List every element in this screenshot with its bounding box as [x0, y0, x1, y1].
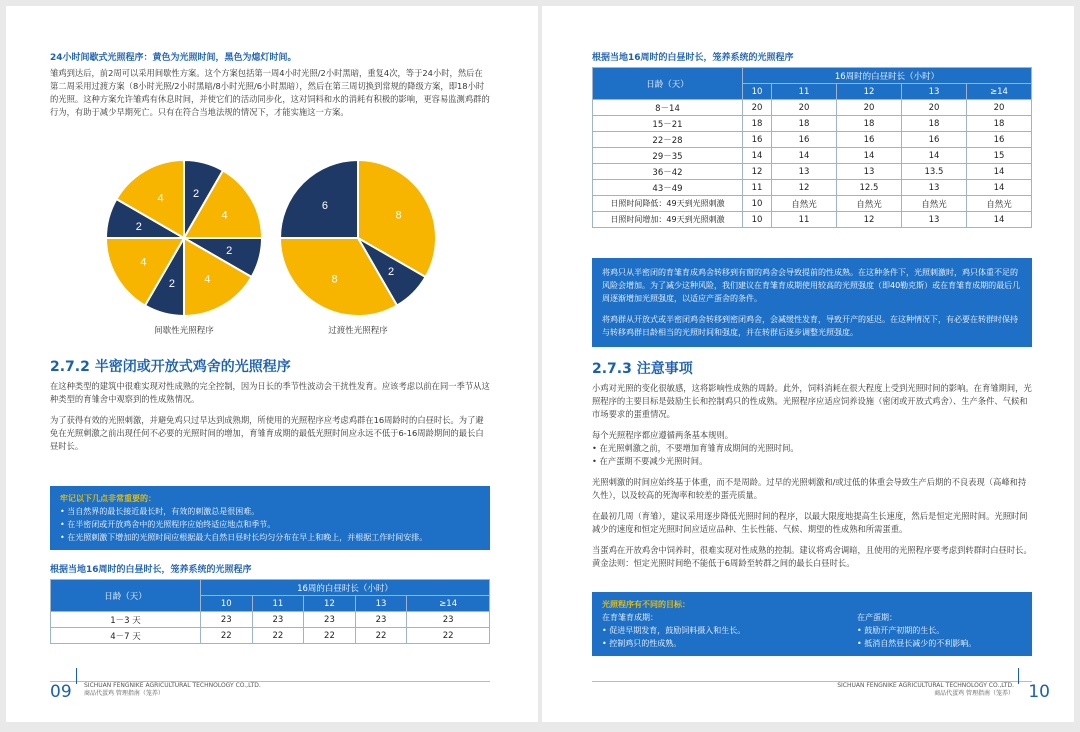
pie1-slice-label: 4 [140, 256, 147, 269]
row-label: 8－14 [593, 100, 743, 116]
footer-company [84, 682, 261, 698]
goals-col-rearing [602, 611, 857, 650]
goal-item: • 鼓励开产初期的生长。 [857, 626, 945, 635]
goal-item: • 促进早期发育，鼓励饲料摄入和生长。 [602, 626, 746, 635]
table-cell: 14 [743, 148, 772, 164]
table-row [593, 212, 1032, 228]
table-cell: 12 [743, 164, 772, 180]
table-cell: 22 [252, 628, 304, 644]
table-cell: 18 [836, 116, 901, 132]
pie1-slice-label: 2 [193, 187, 200, 200]
table-cell: 18 [743, 116, 772, 132]
table-cell: 14 [966, 180, 1031, 196]
section-paragraph-4: 在最初几周（育雏），建议采用逐步降低光照时间的程序，以最大限度地提高生长速度，然后是恒定光照时间。光照时间减少的速度和恒定光照时间应适应品种、生长性能、气候、期望的性成熟和所需蛋重。 [592, 511, 1028, 534]
group-header-cell: 16周时的白昼时长（小时） [743, 68, 1032, 84]
section-2-7-2 [50, 356, 490, 453]
table-cell: 18 [901, 116, 966, 132]
pie1-slice-label: 2 [135, 220, 142, 233]
pie2-slice-label: 2 [388, 266, 395, 279]
pie-caption-intermittent: 间歇性光照程序 [154, 326, 214, 336]
table-cell: 23 [355, 612, 407, 628]
col-header: 12 [304, 596, 356, 612]
col-header: ≥14 [407, 596, 490, 612]
table-cell: 10 [743, 212, 772, 228]
row-label: 日照时间增加：49天到光照刺激 [593, 212, 743, 228]
table-block-left [50, 562, 490, 644]
pie1-slice-label: 2 [168, 278, 175, 291]
goals-col-head: 在产蛋期： [857, 613, 897, 622]
table-row [593, 100, 1032, 116]
callout-title: 牢记以下几点非常重要的： [60, 494, 156, 503]
rule-item: • 在产蛋期不要减少光照时间。 [592, 456, 708, 466]
section-paragraph-2: 每个光照程序都应遵循两条基本规则。 [592, 430, 734, 440]
table-cell: 11 [771, 212, 836, 228]
page-left [6, 6, 538, 722]
lighting-table-right [592, 67, 1032, 228]
table-cell: 13.5 [901, 164, 966, 180]
table-cell: 20 [743, 100, 772, 116]
table-row [593, 180, 1032, 196]
table-cell: 20 [901, 100, 966, 116]
table-cell: 16 [743, 132, 772, 148]
row-label: 日照时间降低：49天到光照刺激 [593, 196, 743, 212]
callout-item: • 在半密闭或开放鸡舍中的光照程序应始终适应地点和季节。 [60, 520, 276, 529]
footer-company [837, 682, 1014, 698]
goals-title: 光照程序有不同的目标： [602, 600, 690, 609]
guide-name: 商品代蛋鸡 管理指南（笼养） [934, 690, 1014, 697]
pie1-slice-label: 4 [204, 273, 211, 286]
col-header: 12 [836, 84, 901, 100]
table-cell: 14 [901, 148, 966, 164]
pie2-slice-label: 8 [331, 273, 338, 286]
table-row [593, 116, 1032, 132]
col-header: 11 [771, 84, 836, 100]
goals-col-laying [857, 611, 1022, 650]
table-cell: 10 [743, 196, 772, 212]
row-label: 43－49 [593, 180, 743, 196]
section-paragraph-3: 光照刺激的时间应始终基于体重，而不是周龄。过早的光照刺激和/或过低的体重会导致生产后期的不良表现（高峰和持久性），以及较高的死淘率和较差的蛋壳质量。 [592, 477, 1027, 500]
col-header: ≥14 [966, 84, 1031, 100]
table-cell: 16 [966, 132, 1031, 148]
goals-box [592, 592, 1032, 656]
col-header: 13 [355, 596, 407, 612]
table-row [51, 628, 490, 644]
table-cell: 18 [966, 116, 1031, 132]
table-cell: 13 [901, 212, 966, 228]
table-row [593, 148, 1032, 164]
row-label: 15－21 [593, 116, 743, 132]
goal-item: • 抵消自然昼长减少的不利影响。 [857, 639, 977, 648]
table-cell: 22 [355, 628, 407, 644]
table-cell: 16 [771, 132, 836, 148]
footer-separator [1018, 668, 1022, 684]
table-cell: 22 [201, 628, 253, 644]
callout-item: • 当自然界的最长接近最长时，有效的刺激总是很困难。 [60, 507, 260, 516]
lighting-table-left [50, 579, 490, 644]
page-number: 09 [50, 682, 72, 702]
row-label: 4－7 天 [51, 628, 201, 644]
guide-name: 商品代蛋鸡 管理指南（笼养） [84, 690, 164, 697]
table-cell: 20 [836, 100, 901, 116]
page-number: 10 [1028, 682, 1050, 702]
reminder-callout [50, 486, 490, 550]
table-cell: 23 [201, 612, 253, 628]
transfer-info-box [592, 258, 1032, 347]
table-cell: 22 [304, 628, 356, 644]
row-header-cell: 日龄（天） [593, 68, 743, 100]
col-header: 13 [901, 84, 966, 100]
company-name: SICHUAN FENGNIKE AGRICULTURAL TECHNOLOGY CO.,LTD. [837, 682, 1014, 689]
goal-item: • 控制鸡只的性成熟。 [602, 639, 682, 648]
col-header: 11 [252, 596, 304, 612]
intermittent-paragraph: 雏鸡到达后，前2周可以采用间歇性方案。这个方案包括第一周4小时光照/2小时黑暗，重复4次，等于24小时，然后在第二周采用过渡方案（8小时光照/2小时黑暗/8小时光照/6小时黑暗），然后在第三周切换到常规的降级方案，即18小时的光照。这种方案允许雏鸡有休息时间，并使它们的活动同步化，这对饲料和水的消耗有积极的影响，更容易监测鸡群的行为，有助于减少早期死亡。只有在符合当地法规的情况下，才能实施这一方案。 [50, 68, 490, 117]
row-label: 22－28 [593, 132, 743, 148]
table-cell: 22 [407, 628, 490, 644]
info-paragraph-1: 将鸡只从半密闭的育雏育成鸡舍转移到有窗的鸡舍会导致提前的性成熟。在这种条件下，光照刺激时，鸡只体重不足的风险会增加。为了减少这种风险，我们建议在育雏育成期使用较高的光照强度（即40勒克斯）或在育雏育成期的最后几周逐渐增加光照强度，以适应产蛋舍的条件。 [602, 268, 1021, 303]
table-cell: 12 [771, 180, 836, 196]
table-cell: 20 [966, 100, 1031, 116]
table-row [593, 132, 1032, 148]
table-cell: 11 [743, 180, 772, 196]
table-cell: 15 [966, 148, 1031, 164]
table-cell: 13 [771, 164, 836, 180]
table-title: 根据当地16周时的白昼时长，笼养系统的光照程序 [50, 565, 252, 575]
table-block-right [592, 50, 1032, 228]
col-header: 10 [743, 84, 772, 100]
table-cell: 16 [836, 132, 901, 148]
table-row [593, 196, 1032, 212]
table-cell: 自然光 [901, 196, 966, 212]
table-cell: 自然光 [836, 196, 901, 212]
table-cell: 16 [901, 132, 966, 148]
table-cell: 13 [901, 180, 966, 196]
company-name: SICHUAN FENGNIKE AGRICULTURAL TECHNOLOGY CO.,LTD. [84, 682, 261, 689]
pie-chart-intermittent [104, 158, 264, 318]
table-cell: 14 [771, 148, 836, 164]
table-cell: 自然光 [966, 196, 1031, 212]
table-row [593, 164, 1032, 180]
section-paragraph-5: 当蛋鸡在开放鸡舍中饲养时，很难实现对性成熟的控制。建议将鸡舍调暗，且使用的光照程序要考虑到转群时白昼时长。黄金法则：恒定光照时间绝不能低于6周龄至转群之间的最长白昼时长。 [592, 545, 1032, 568]
table-cell: 自然光 [771, 196, 836, 212]
pie1-slice-label: 2 [226, 245, 233, 258]
table-title: 根据当地16周时的白昼时长，笼养系统的光照程序 [592, 53, 794, 63]
intermittent-block [50, 50, 490, 119]
table-cell: 12.5 [836, 180, 901, 196]
row-label: 29－35 [593, 148, 743, 164]
callout-item: • 在光照刺激下增加的光照时间应根据最大自然日昼时长均匀分布在早上和晚上，并根据工作时间安排。 [60, 533, 428, 542]
col-header: 10 [201, 596, 253, 612]
table-cell: 14 [836, 148, 901, 164]
section-title: 2.7.3 注意事项 [592, 361, 693, 377]
footer-separator [76, 668, 80, 684]
table-cell: 14 [966, 212, 1031, 228]
section-title: 2.7.2 半密闭或开放式鸡舍的光照程序 [50, 359, 291, 375]
section-paragraph-2: 为了获得有效的光照刺激，并避免鸡只过早达到成熟期，所使用的光照程序应考虑鸡群在16周龄时的白昼时长。为了避免在光照刺激之前出现任何不必要的光照时间的增加，育雏育成期的最低光照时间应永远不低于6-16周龄期间的最长白昼时长。 [50, 415, 484, 451]
info-paragraph-2: 将鸡群从开放式或半密闭鸡舍转移到密闭鸡舍，会减缓性发育，导致开产的延迟。在这种情况下，有必要在转群时保持与转移鸡群日龄相当的光照时间和强度，并在转群后逐步调整光照强度。 [602, 315, 1018, 337]
row-label: 1－3 天 [51, 612, 201, 628]
section-2-7-3 [592, 358, 1032, 570]
table-row [51, 612, 490, 628]
row-label: 36－42 [593, 164, 743, 180]
section-paragraph-1: 在这种类型的建筑中很难实现对性成熟的完全控制，因为日长的季节性波动会干扰性发育。应该考虑以前在同一季节从这种类型的育雏舍中观察到的性成熟情况。 [50, 381, 490, 404]
table-cell: 14 [966, 164, 1031, 180]
pie-chart-transition [278, 158, 438, 318]
group-header-cell: 16周的白昼时长（小时） [201, 580, 490, 596]
rule-item: • 在光照刺激之前，不要增加育雏育成期间的光照时间。 [592, 443, 799, 453]
goals-col-head: 在育雏育成期： [602, 613, 658, 622]
pie2-slice-label: 6 [321, 199, 328, 212]
section-paragraph-1: 小鸡对光照的变化很敏感，这将影响性成熟的周龄。此外，饲料消耗在很大程度上受到光照时间的影响。在育雏期间，光照程序的主要目标是鼓励生长和控制鸡只的性成熟。光照程序应适应饲养设施（密闭或开放式鸡舍）、生产条件、气候和市场要求的蛋重情况。 [592, 383, 1032, 419]
pie-caption-transition: 过渡性光照程序 [328, 326, 388, 336]
table-cell: 20 [771, 100, 836, 116]
row-header-cell: 日龄（天） [51, 580, 201, 612]
table-cell: 13 [836, 164, 901, 180]
table-cell: 23 [304, 612, 356, 628]
table-cell: 18 [771, 116, 836, 132]
pie2-slice-label: 8 [395, 209, 402, 222]
intermittent-heading: 24小时间歇式光照程序：黄色为光照时间，黑色为熄灯时间。 [50, 53, 297, 63]
pie1-slice-label: 4 [221, 209, 228, 222]
pie1-slice-label: 4 [157, 192, 164, 205]
table-cell: 23 [407, 612, 490, 628]
page-right [542, 6, 1074, 722]
table-cell: 12 [836, 212, 901, 228]
pie2-slice-dark [280, 160, 358, 238]
table-cell: 23 [252, 612, 304, 628]
